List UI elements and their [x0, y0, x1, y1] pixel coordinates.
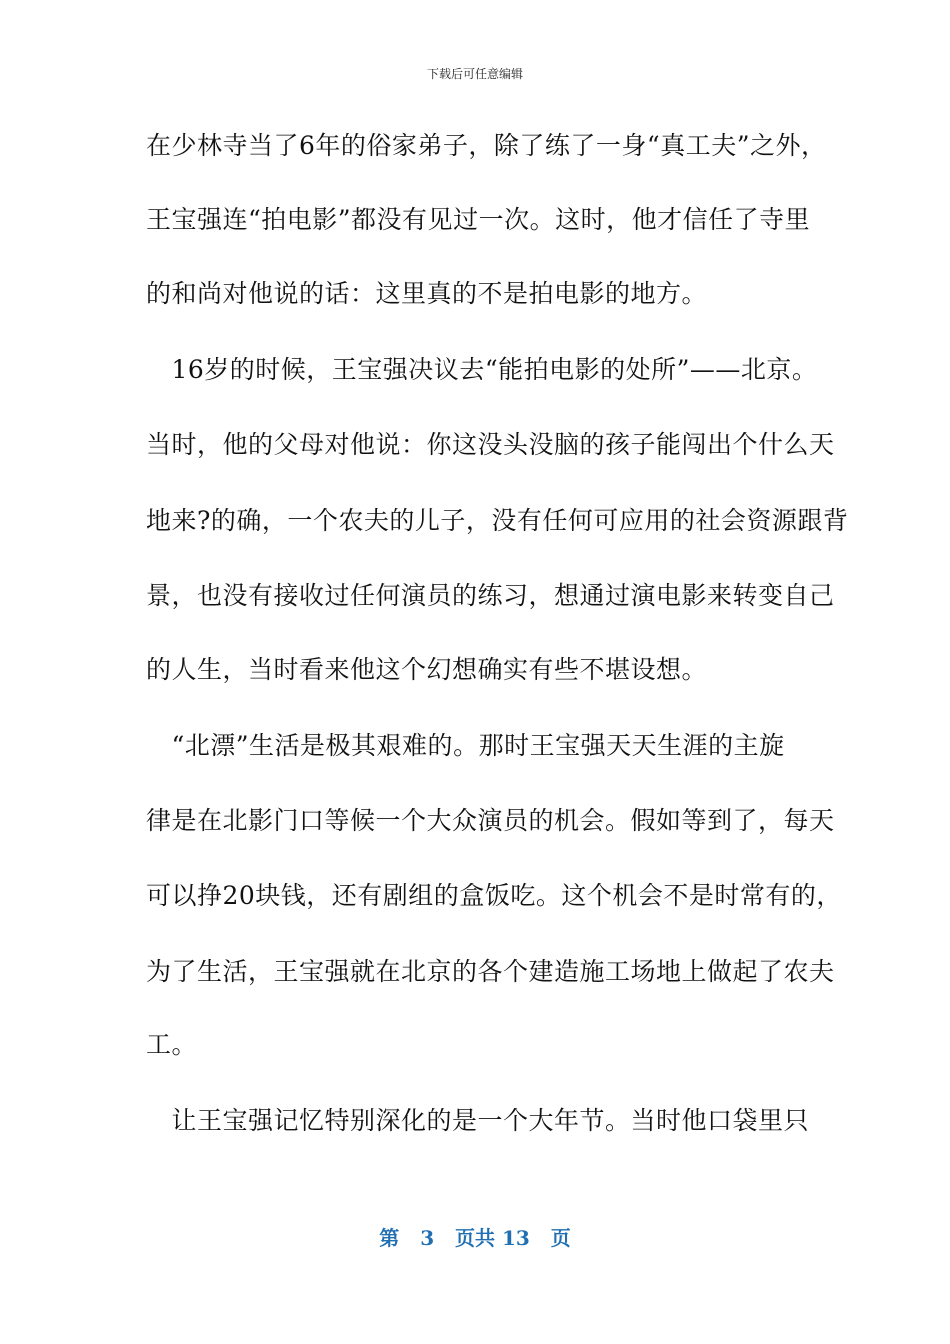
body-line-3: 的和尚对他说的话：这里真的不是拍电影的地方。 — [146, 279, 708, 308]
body-line-6: 地来?的确，一个农夫的儿子，没有任何可应用的社会资源跟背 — [146, 506, 849, 535]
page-footer-suffix: 页 — [550, 1226, 571, 1250]
page-footer-total: 13 — [501, 1226, 530, 1250]
body-line-5: 当时，他的父母对他说：你这没头没脑的孩子能闯出个什么天 — [146, 430, 835, 459]
page-footer-current: 3 — [420, 1226, 435, 1250]
body-line-2: 王宝强连“拍电影”都没有见过一次。这时，他才信任了寺里 — [146, 205, 811, 234]
body-line-11: 可以挣20块钱，还有剧组的盒饭吃。这个机会不是时常有的， — [146, 881, 842, 910]
page-footer-prefix: 第 — [379, 1226, 400, 1250]
page-header: 下载后可任意编辑 — [426, 67, 523, 81]
body-line-1: 在少林寺当了6年的俗家弟子，除了练了一身“真工夫”之外， — [146, 131, 827, 160]
body-line-7: 景，也没有接收过任何演员的练习，想通过演电影来转变自己 — [146, 581, 835, 610]
body-line-10: 律是在北影门口等候一个大众演员的机会。假如等到了，每天 — [146, 806, 835, 835]
body-line-14: 让王宝强记忆特别深化的是一个大年节。当时他口袋里只 — [146, 1106, 810, 1135]
body-line-13: 工。 — [146, 1030, 198, 1059]
body-line-9: “北漂”生活是极其艰难的。那时王宝强天天生涯的主旋 — [146, 731, 785, 760]
page-footer-middle: 页共 — [455, 1226, 495, 1250]
body-line-8: 的人生，当时看来他这个幻想确实有些不堪设想。 — [146, 655, 708, 684]
body-line-12: 为了生活，王宝强就在北京的各个建造施工场地上做起了农夫 — [146, 957, 835, 986]
body-line-4: 16岁的时候，王宝强决议去“能拍电影的处所”——北京。 — [146, 355, 818, 384]
page-footer — [0, 1224, 950, 1252]
